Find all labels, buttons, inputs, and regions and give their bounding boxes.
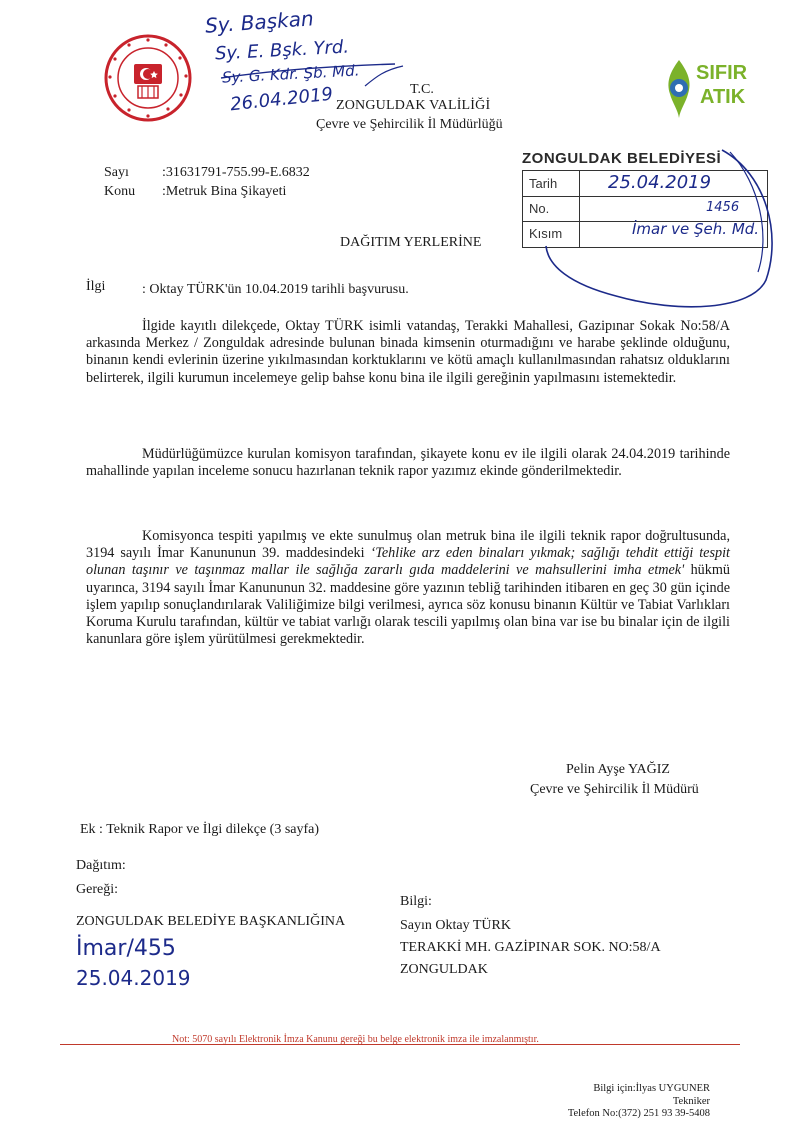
stamp-no-value: 1456 [706,200,740,215]
paragraph-3-quote: ‘Tehlike arz eden binaları yıkmak; sağlığı tehdit ettiği tespit olunan taşınır ve taşınmaz mallar ile sağlığa zararlı gıda maddelerini ve mahsullerini imha etmek' [86,545,730,579]
header-tc: T.C. [410,82,434,97]
signature-name: Pelin Ayşe YAĞIZ [566,762,670,777]
ilgi-value: : Oktay TÜRK'ün 10.04.2019 tarihli başvurusu. [142,282,409,297]
footer-info-phone: Telefon No:(372) 251 93 39-5408 [567,1108,710,1119]
handwritten-routing-line1: Sy. Başkan [204,6,315,38]
paragraph-3-part1: Komisyonca tespiti yapılmış ve ekte sunulmuş olan metruk bina ile ilgili teknik rapor doğrultusunda, 3194 sayılı İmar Kanununun 39. maddesindeki [86,528,730,562]
stamp-tarih-label: Tarih [529,176,558,191]
stamp-kisim-label: Kısım [529,226,563,241]
konu-value: :Metruk Bina Şikayeti [162,184,287,199]
gereği-recipient: ZONGULDAK BELEDİYE BAŞKANLIĞINA [76,914,346,929]
body-paragraph-2 [86,446,730,480]
ministry-seal-logo [104,34,192,122]
bilgi-line1: Sayın Oktay TÜRK [400,918,511,933]
stamp-title: ZONGULDAK BELEDİYESİ [522,150,722,167]
sayi-value: :31631791-755.99-E.6832 [162,165,310,180]
zero-waste-logo [664,58,754,124]
handwritten-routing-date: 26.04.2019 [229,83,334,116]
handwritten-routing-line2: Sy. E. Bşk. Yrd. [214,36,350,65]
stamp-kisim-value: İmar ve Şeh. Md. [632,220,760,238]
handwritten-registry-date: 25.04.2019 [76,966,191,990]
header-mudurluk: Çevre ve Şehircilik İl Müdürlüğü [316,117,503,132]
handwritten-routing-underline [215,56,415,116]
paragraph-1-text: İlgide kayıtlı dilekçede, Oktay TÜRK isimli vatandaş, Terakki Mahallesi, Gazipınar Sokak No:58/A arkasında Merkez / Zonguldak adresinde bulunan binada kimsenin oturmadığını ve harabe şeklinde olduğunu, binanın kendi evlerinin üzerine yıkılmasından korktuklarını ve kötü amaçlı kullanılmasından rahatsız olduklarını belirterek, ilgili kurumun incelemeye gelip bahse konu bina ile ilgili gereğinin yapılmasını istemektedir. [86,318,730,386]
zero-waste-line1: SIFIR [696,62,748,84]
handwritten-registry-number: İmar/455 [76,936,176,961]
zero-waste-line2: ATIK [700,86,746,108]
distribution-label: Dağıtım: [76,858,126,873]
footer-info-name: Bilgi için:İlyas UYGUNER [593,1083,710,1094]
signature-title: Çevre ve Şehircilik İl Müdürü [530,782,699,797]
bilgi-label: Bilgi: [400,894,432,909]
attachment-line: Ek : Teknik Rapor ve İlgi dilekçe (3 sayfa) [80,822,320,837]
paragraph-3-part2: hükmü uyarınca, 3194 sayılı İmar Kanununun 32. maddesine göre yazının tebliğ tarihinden itibaren en geç 30 gün içinde işlem yapılıp sonuçlandırılarak Valiliğimize bilgi verilmesi, ayrıca söz konusu binanın Kültür ve Tabiat Varlıkları Koruma Kurulu tarafından, kültür ve tabiat varlığı olarak tescili yapılmış olan bina var ise bu binalar için de ilgili kanunlara göre işlem yürütülmesi gerekmektedir. [86,562,730,648]
stamp-tarih-value: 25.04.2019 [608,172,712,193]
footer-esignature-note: Not: 5070 sayılı Elektronik İmza Kanunu gereği bu belge elektronik imza ile imzalanmıştır. [172,1034,539,1045]
sayi-label: Sayı [104,165,129,180]
header-valilik: ZONGULDAK VALİLİĞİ [336,98,491,113]
handwritten-routing-line3: Sy. G. Kdr. Şb. Md. [221,61,360,87]
stamp-signature-scribble [530,146,790,316]
stamp-no-label: No. [529,201,550,216]
recipient-heading: DAĞITIM YERLERİNE [340,235,482,250]
bilgi-line3: ZONGULDAK [400,962,488,977]
bilgi-line2: TERAKKİ MH. GAZİPINAR SOK. NO:58/A [400,940,661,955]
paragraph-2-text: Müdürlüğümüzce kurulan komisyon tarafından, şikayete konu ev ile ilgili olarak 24.04.2019 tarihinde mahallinde yapılan inceleme sonucu hazırlanan teknik rapor yazımız ekinde gönderilmektedir. [86,446,730,480]
body-paragraph-1 [86,318,730,387]
ilgi-label: İlgi [86,279,106,294]
gereği-label: Gereği: [76,882,118,897]
footer-info-title: Tekniker [672,1096,710,1107]
konu-label: Konu [104,184,136,199]
body-paragraph-3 [86,528,730,648]
